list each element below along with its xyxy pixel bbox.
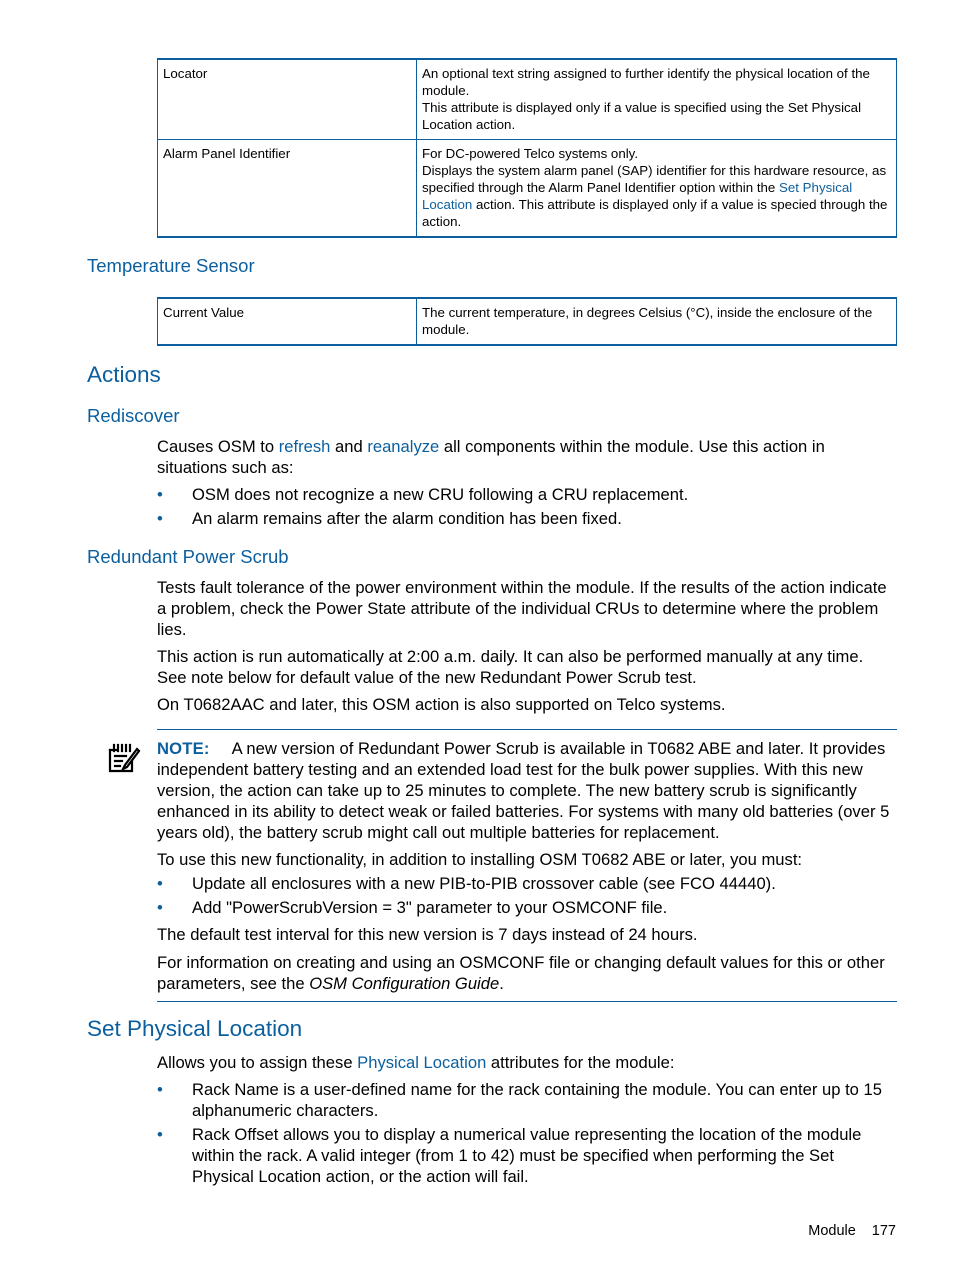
table-row — [158, 298, 897, 345]
note-pad-icon — [106, 741, 142, 775]
attribute-name: Locator — [158, 59, 417, 140]
bullet-icon: • — [157, 898, 163, 917]
temperature-table — [157, 297, 897, 346]
description-line: This attribute is displayed only if a value is specified using the Set Physical Location action. — [422, 100, 862, 132]
footer-section: Module — [808, 1223, 856, 1239]
note-text: . — [499, 974, 504, 993]
paragraph-text: and — [330, 437, 368, 456]
note-paragraph: The default test interval for this new version is 7 days instead of 24 hours. — [157, 925, 698, 944]
bullet-icon: • — [157, 1125, 163, 1144]
description-line: An optional text string assigned to further identify the physical location of the module. — [422, 66, 870, 98]
set-physical-location-heading: Set Physical Location — [87, 1016, 303, 1041]
bullet-icon: • — [157, 485, 163, 504]
paragraph-text: Allows you to assign these — [157, 1053, 358, 1072]
set-physical-location-link[interactable]: Set Physical Location — [422, 180, 853, 212]
list-item: An alarm remains after the alarm condition has been fixed. — [192, 509, 622, 528]
attribute-description: The current temperature, in degrees Celsius (°C), inside the enclosure of the module. — [417, 298, 897, 345]
list-item: Add "PowerScrubVersion = 3" parameter to your OSMCONF file. — [192, 898, 668, 917]
paragraph-text: Causes OSM to — [157, 437, 279, 456]
description-line: For DC-powered Telco systems only. — [422, 146, 639, 161]
set-physical-location-paragraph — [157, 1052, 897, 1073]
list-item: Update all enclosures with a new PIB-to-PIB crossover cable (see FCO 44440). — [192, 874, 776, 893]
page-footer — [808, 1223, 896, 1239]
note-paragraph — [157, 952, 897, 994]
attribute-name: Alarm Panel Identifier — [158, 140, 417, 238]
temperature-sensor-heading: Temperature Sensor — [87, 255, 255, 276]
list-item: OSM does not recognize a new CRU following a CRU replacement. — [192, 485, 689, 504]
bullet-icon: • — [157, 1080, 163, 1099]
attribute-description — [417, 59, 897, 140]
note-paragraph — [157, 738, 897, 843]
table-row — [158, 140, 897, 238]
description-text: Displays the system alarm panel (SAP) identifier for this hardware resource, as specified through the Alarm Panel Identifier option within the — [422, 163, 887, 195]
attribute-name: Current Value — [158, 298, 417, 345]
list-item: Rack Name is a user-defined name for the rack containing the module. You can enter up to 15 alphanumeric characters. — [192, 1080, 882, 1120]
paragraph-text: all components within the module. Use this action in situations such as: — [157, 437, 825, 477]
paragraph: On T0682AAC and later, this OSM action is also supported on Telco systems. — [157, 695, 726, 714]
bullet-icon: • — [157, 874, 163, 893]
attributes-table — [157, 58, 897, 238]
description-text: action. This attribute is displayed only if a value is specied through the action. — [422, 197, 888, 229]
rediscover-heading: Rediscover — [87, 405, 180, 426]
list-item: Rack Offset allows you to display a numerical value representing the location of the module within the rack. A valid integer (from 1 to 42) must be specified when performing the Set Physical Location action, or the action will fail. — [192, 1125, 862, 1186]
table-row — [158, 59, 897, 140]
note-bottom-rule — [157, 1001, 897, 1002]
paragraph: Tests fault tolerance of the power environment within the module. If the results of the action indicate a problem, check the Power State attribute of the individual CRUs to determine where the problem lies. — [157, 578, 887, 639]
note-label: NOTE: — [157, 739, 210, 758]
reanalyze-link[interactable]: reanalyze — [367, 437, 440, 456]
description-line — [422, 162, 892, 230]
redundant-power-scrub-heading: Redundant Power Scrub — [87, 546, 289, 567]
paragraph-text: attributes for the module: — [486, 1053, 675, 1072]
note-top-rule — [157, 729, 897, 730]
physical-location-link[interactable]: Physical Location — [357, 1053, 487, 1072]
osm-configuration-guide-title: OSM Configuration Guide — [309, 974, 500, 993]
actions-heading: Actions — [87, 362, 161, 387]
note-paragraph: To use this new functionality, in addition to installing OSM T0682 ABE or later, you must: — [157, 850, 803, 869]
refresh-link[interactable]: refresh — [278, 437, 331, 456]
paragraph: This action is run automatically at 2:00 a.m. daily. It can also be performed manually at any time. See note below for default value of the new Redundant Power Scrub test. — [157, 647, 864, 687]
attribute-description — [417, 140, 897, 238]
page-number: 177 — [871, 1223, 896, 1239]
note-text: A new version of Redundant Power Scrub is available in T0682 ABE and later. It provides independent battery testing and an extended load test for the bulk power supplies. With this new version, the action can take up to 25 minutes to complete. The new battery scrub is significantly enhanced in its ability to detect weak or failed batteries. For systems with many old batteries (over 5 years old), the battery scrub might call out multiple batteries for replacement. — [157, 739, 890, 842]
rediscover-paragraph — [157, 436, 897, 478]
note-text: For information on creating and using an OSMCONF file or changing default values for this or other parameters, see the — [157, 953, 885, 993]
bullet-icon: • — [157, 509, 163, 528]
